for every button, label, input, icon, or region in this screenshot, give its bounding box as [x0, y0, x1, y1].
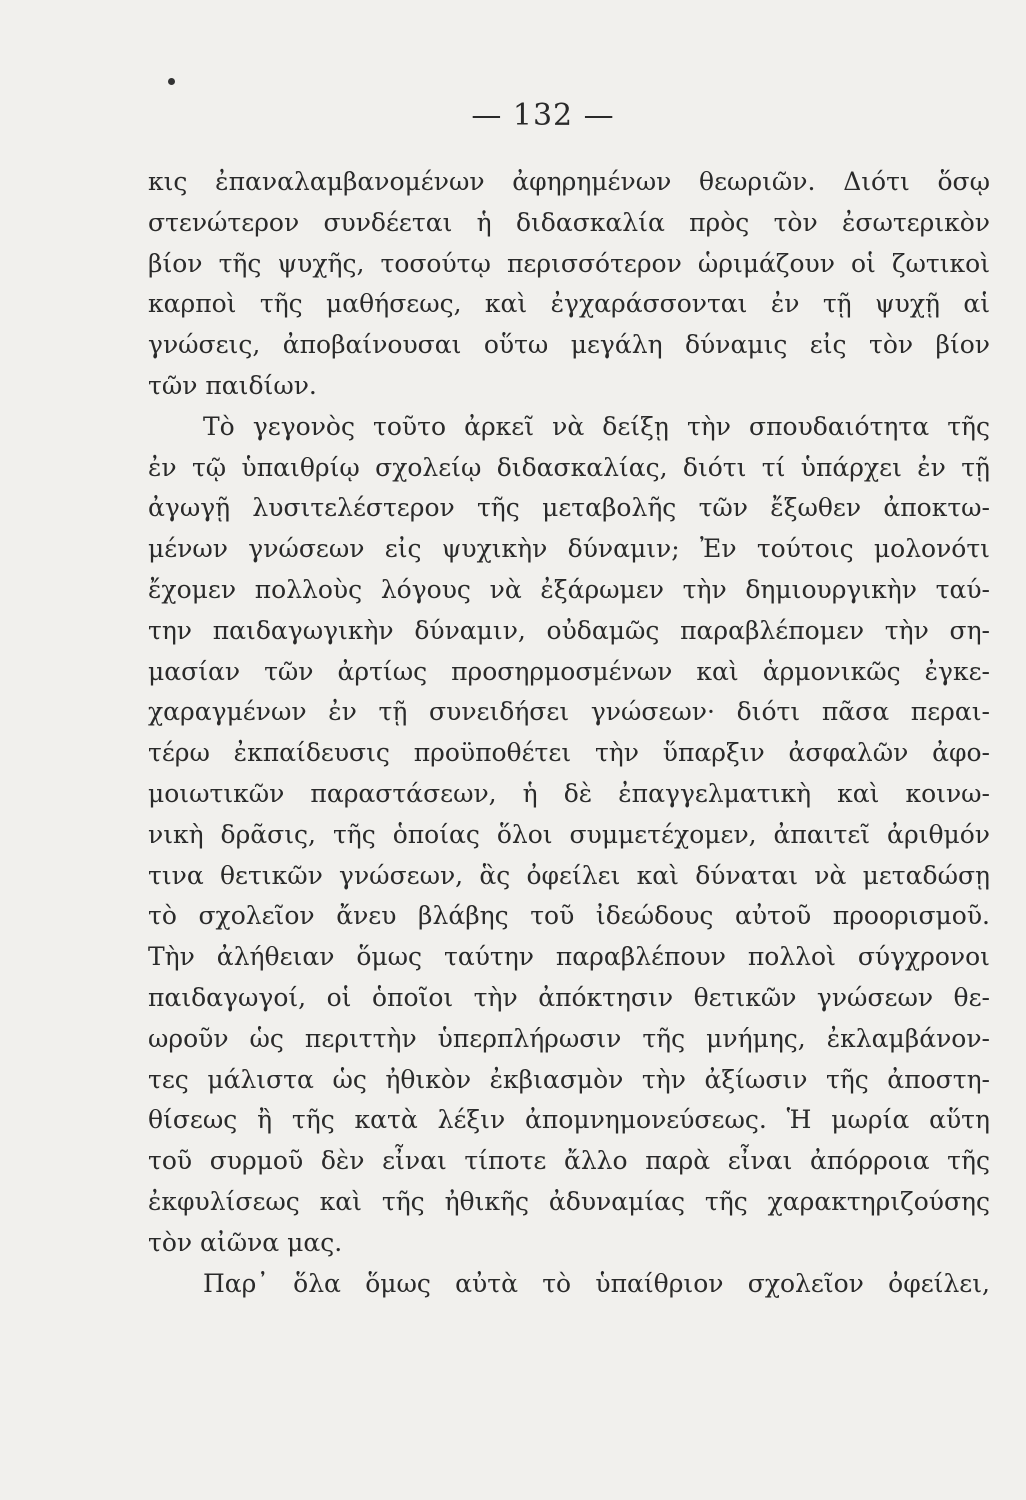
text-line: Τὸ γεγονὸς τοῦτο ἀρκεῖ νὰ δείξῃ τὴν σπουδαιότητα τῆς [203, 411, 990, 441]
text-line: παιδαγωγοί, οἱ ὁποῖοι τὴν ἀπόκτησιν θετικῶν γνώσεων θε- [148, 982, 990, 1012]
text-line: χαραγμένων ἐν τῇ συνειδήσει γνώσεων· διότι πᾶσα περαι- [148, 697, 990, 727]
text-line: τὸ σχολεῖον ἄνευ βλάβης τοῦ ἰδεώδους αὐτοῦ προορισμοῦ. [148, 901, 990, 931]
text-line: θίσεως ἢ τῆς κατὰ λέξιν ἀπομνημονεύσεως. Ἡ μωρία αὕτη [148, 1105, 990, 1135]
text-line: μένων γνώσεων εἰς ψυχικὴν δύναμιν; Ἐν τούτοις μολονότι [148, 534, 990, 564]
ink-speck [168, 78, 175, 85]
text-line: τέρω ἐκπαίδευσις προϋποθέτει τὴν ὕπαρξιν ἀσφαλῶν ἀφο- [148, 738, 990, 768]
text-line: ἐκφυλίσεως καὶ τῆς ἠθικῆς ἀδυναμίας τῆς χαρακτηριζούσης [148, 1186, 990, 1216]
text-line: τὸν αἰῶνα μας. [148, 1227, 343, 1257]
text-line: ωροῦν ὡς περιττὴν ὑπερπλήρωσιν τῆς μνήμης, ἐκλαμβάνον- [148, 1023, 990, 1053]
text-line: βίον τῆς ψυχῆς, τοσούτῳ περισσότερον ὡριμάζουν οἱ ζωτικοὶ [148, 248, 990, 278]
text-line: ἐν τῷ ὑπαιθρίῳ σχολείῳ διδασκαλίας, διότι τί ὑπάρχει ἐν τῇ [148, 452, 990, 482]
text-line: Τὴν ἀλήθειαν ὅμως ταύτην παραβλέπουν πολλοὶ σύγχρονοι [148, 942, 990, 972]
text-line: τες μάλιστα ὡς ἠθικὸν ἐκβιασμὸν τὴν ἀξίωσιν τῆς ἀποστη- [148, 1064, 990, 1094]
text-line: ἀγωγῇ λυσιτελέστερον τῆς μεταβολῆς τῶν ἔξωθεν ἀποκτω- [148, 493, 990, 523]
text-line: μασίαν τῶν ἀρτίως προσηρμοσμένων καὶ ἁρμονικῶς ἐγκε- [148, 656, 990, 686]
text-line: γνώσεις, ἀποβαίνουσαι οὕτω μεγάλη δύναμις εἰς τὸν βίον [148, 330, 990, 360]
text-line: μοιωτικῶν παραστάσεων, ἡ δὲ ἐπαγγελματικὴ καὶ κοινω- [148, 778, 990, 808]
text-line: τῶν παιδίων. [148, 370, 317, 400]
text-line: τινα θετικῶν γνώσεων, ἃς ὀφείλει καὶ δύναται νὰ μεταδώσῃ [148, 860, 990, 890]
text-line: Παρ᾽ ὅλα ὅμως αὐτὰ τὸ ὑπαίθριον σχολεῖον ὀφείλει, [203, 1268, 990, 1298]
text-line: τοῦ συρμοῦ δὲν εἶναι τίποτε ἄλλο παρὰ εἶναι ἀπόρροια τῆς [148, 1146, 990, 1176]
text-line: καρποὶ τῆς μαθήσεως, καὶ ἐγχαράσσονται ἐν τῇ ψυχῇ αἱ [148, 289, 990, 319]
page-number: — 132 — [471, 98, 615, 133]
text-line: κις ἐπαναλαμβανομένων ἀφηρημένων θεωριῶν. Διότι ὅσῳ [148, 167, 990, 196]
text-line: την παιδαγωγικὴν δύναμιν, οὐδαμῶς παραβλέπομεν τὴν ση- [148, 615, 990, 645]
text-line: νικὴ δρᾶσις, τῆς ὁποίας ὅλοι συμμετέχομεν, ἀπαιτεῖ ἀριθμόν [148, 819, 990, 849]
text-line: ἔχομεν πολλοὺς λόγους νὰ ἐξάρωμεν τὴν δημιουργικὴν ταύ- [148, 574, 990, 604]
body-text [148, 162, 990, 1304]
text-line: στενώτερον συνδέεται ἡ διδασκαλία πρὸς τὸν ἐσωτερικὸν [148, 207, 990, 237]
